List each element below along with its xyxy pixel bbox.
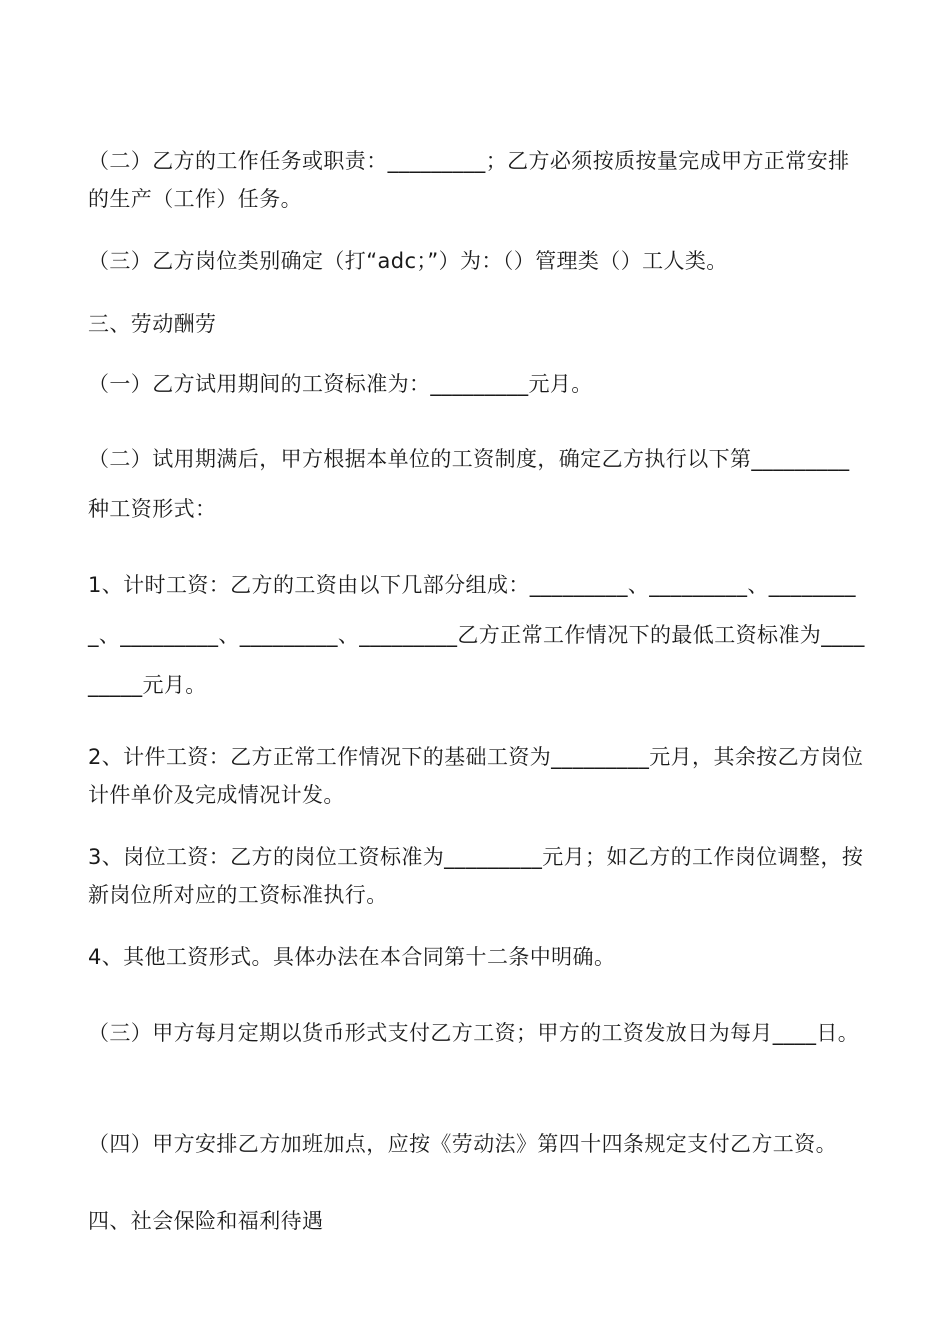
clause-3-2-wage-form: （二）试用期满后，甲方根据本单位的工资制度，确定乙方执行以下第_________种工资形式： bbox=[88, 447, 850, 521]
clause-2-3-position-category: （三）乙方岗位类别确定（打“adc；”）为：（）管理类（）工人类。 bbox=[88, 249, 728, 273]
item-3-post-wage: 3、岗位工资：乙方的岗位工资标准为_________元月；如乙方的工作岗位调整，按新岗位所对应的工资标准执行。 bbox=[88, 845, 864, 907]
clause-2-2-duties: （二）乙方的工作任务或职责：_________；乙方必须按质按量完成甲方正常安排的生产（工作）任务。 bbox=[88, 149, 850, 211]
section-4-heading: 四、社会保险和福利待遇 bbox=[88, 1209, 324, 1233]
clause-3-3-payment-day: （三）甲方每月定期以货币形式支付乙方工资；甲方的工资发放日为每月____日。 bbox=[88, 1021, 860, 1045]
clause-3-4-overtime: （四）甲方安排乙方加班加点，应按《劳动法》第四十四条规定支付乙方工资。 bbox=[88, 1132, 837, 1156]
item-2-piece-wage: 2、计件工资：乙方正常工作情况下的基础工资为_________元月，其余按乙方岗位计件单价及完成情况计发。 bbox=[88, 745, 864, 807]
section-3-heading: 三、劳动酬劳 bbox=[88, 312, 217, 336]
item-4-other-wage: 4、其他工资形式。具体办法在本合同第十二条中明确。 bbox=[88, 945, 616, 969]
clause-3-1-probation-wage: （一）乙方试用期间的工资标准为：_________元月。 bbox=[88, 372, 593, 396]
item-1-time-wage: 1、计时工资：乙方的工资由以下几部分组成：_________、_________、_________、_________、_________、_________乙方正常工作情况下的最低工资标准为_________元月。 bbox=[88, 573, 865, 697]
